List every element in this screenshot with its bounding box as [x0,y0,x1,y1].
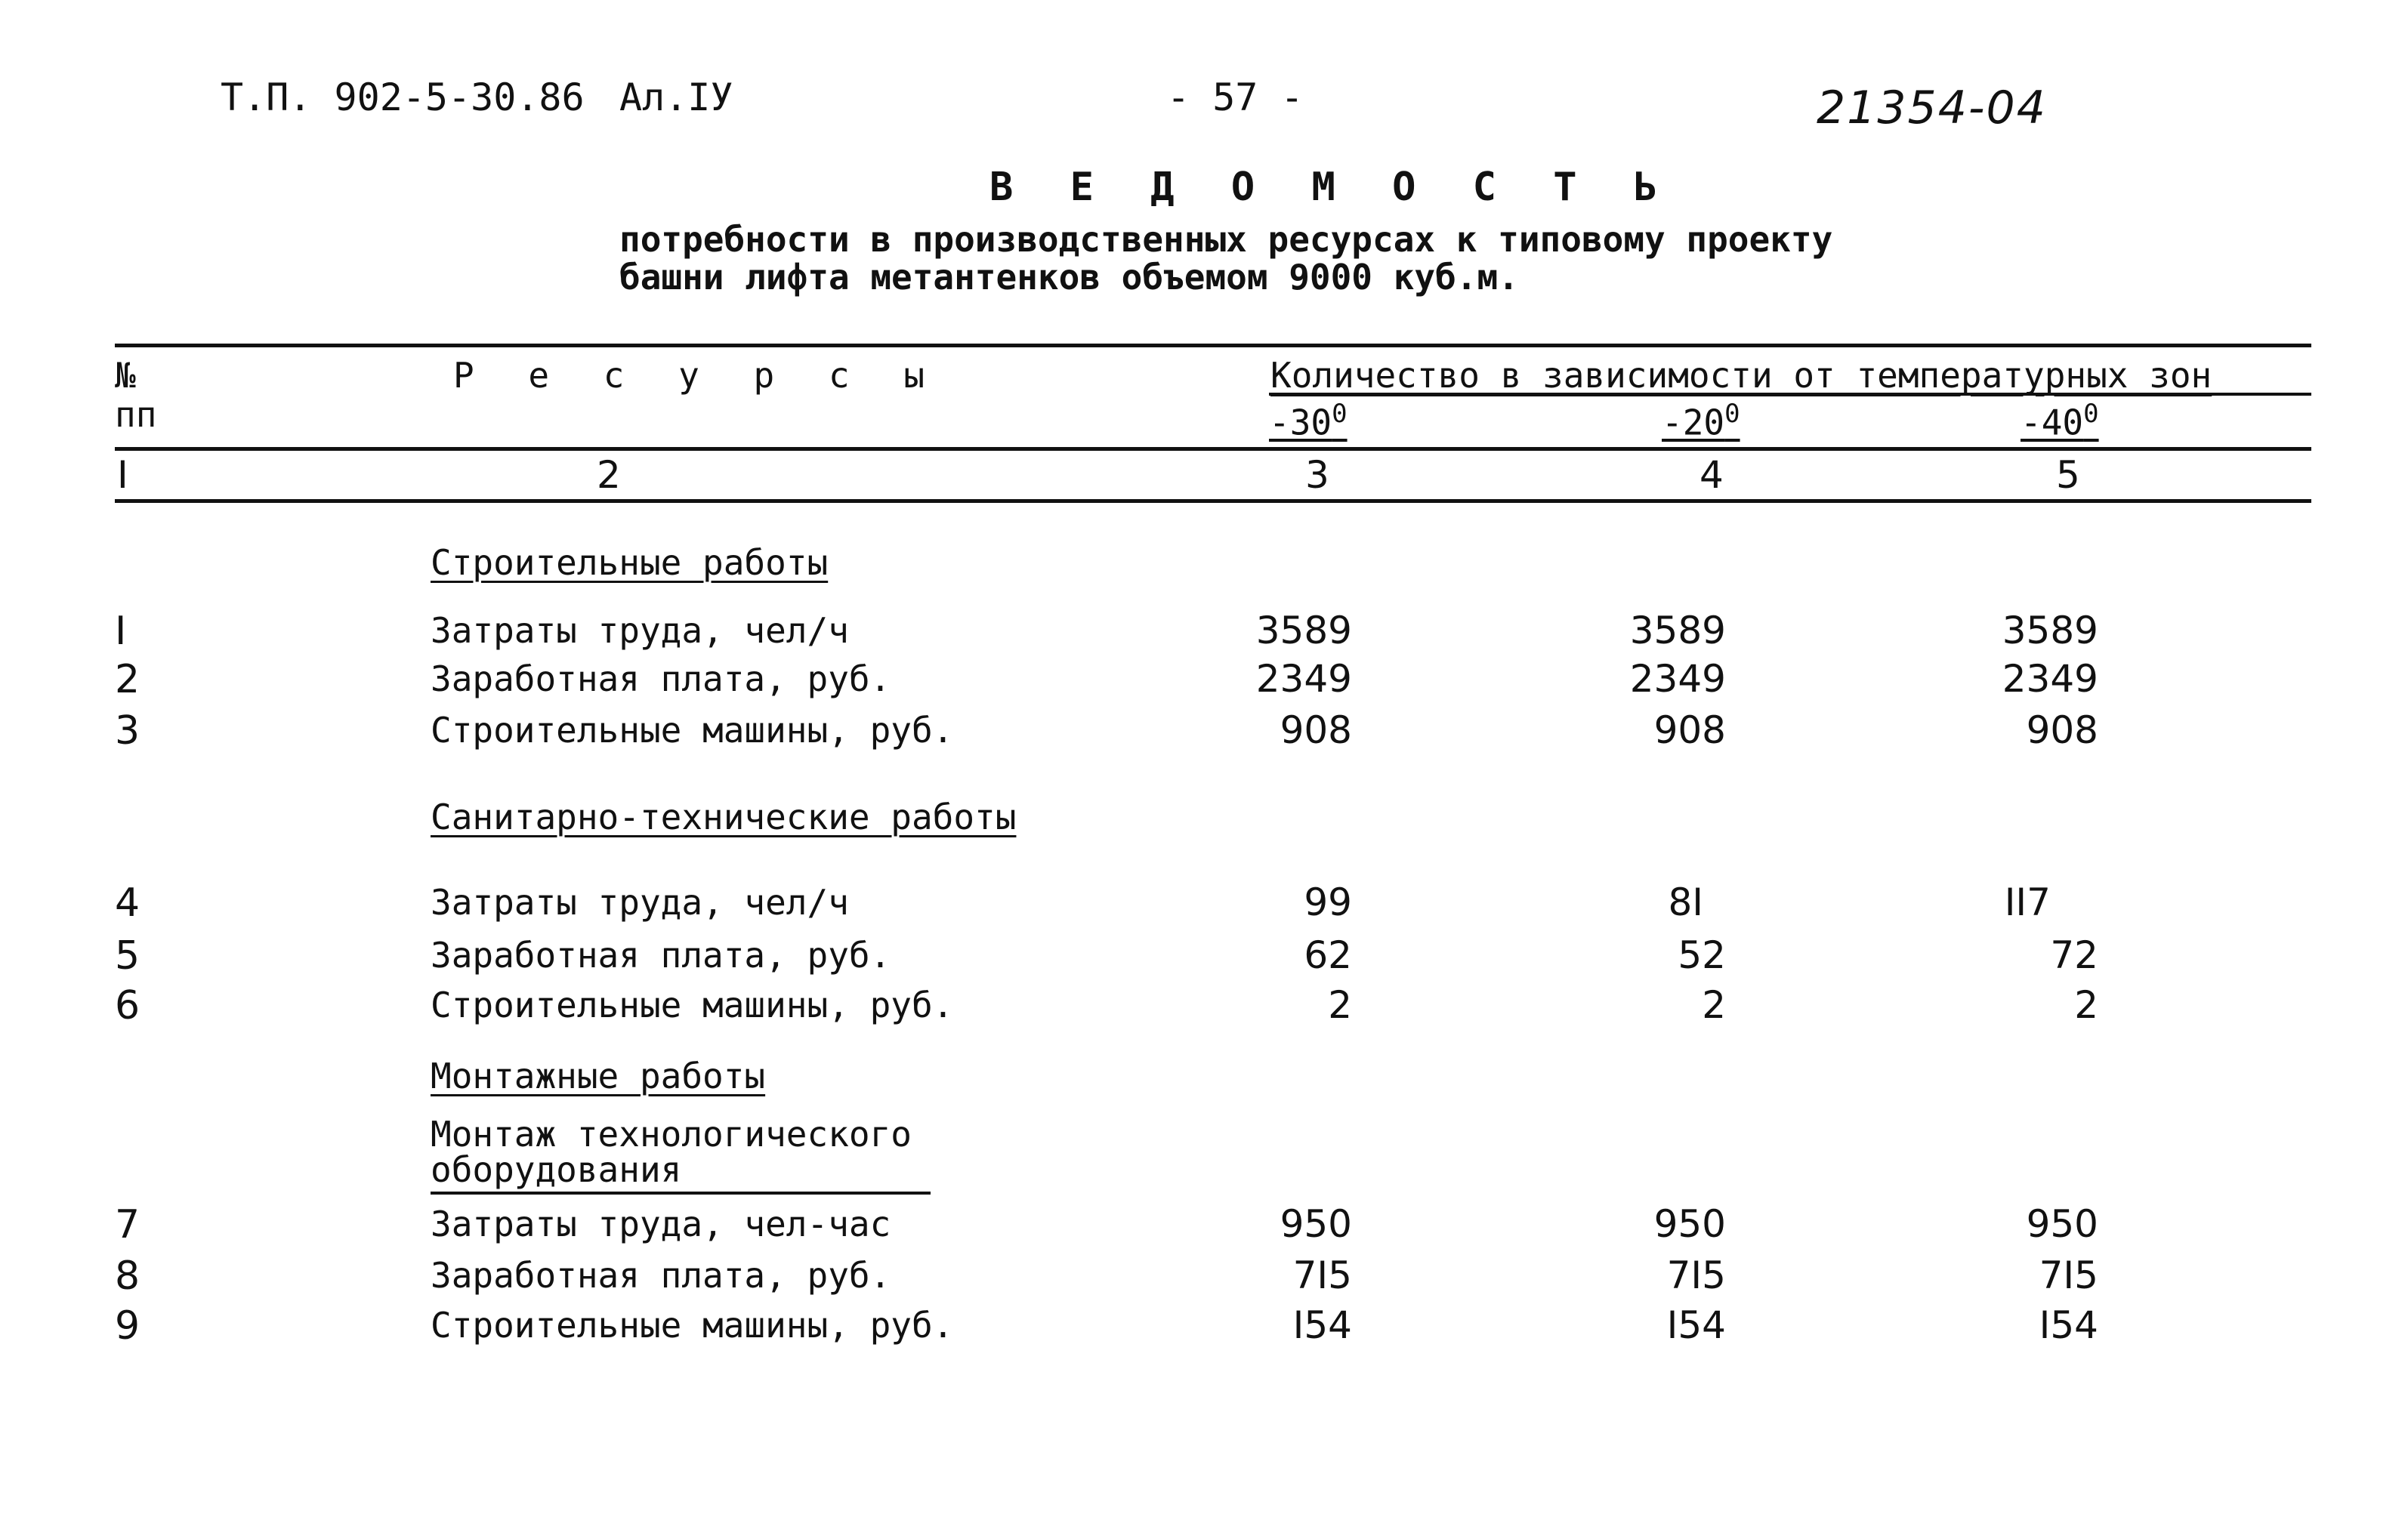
subtitle-line-1: потребности в производственных ресурсах к типовому проекту [619,219,1833,260]
number-column-header-2: пп [115,394,157,435]
row-value-zone-2: 8I [1668,880,1703,924]
row-value-zone-1: 62 [1304,933,1352,977]
table-top-rule [115,344,2311,347]
row-value-zone-2: 7I5 [1666,1253,1726,1297]
row-value-zone-3: 72 [2050,933,2098,977]
row-value-zone-1: I54 [1292,1303,1352,1347]
row-value-zone-3: 2349 [2002,657,2098,701]
row-value-zone-2: 908 [1653,708,1726,752]
row-label: Строительные машины, руб. [431,985,954,1025]
row-label: Затраты труда, чел/ч [431,610,849,651]
zone-header-3: $-40^0$ [2021,399,2099,443]
row-value-zone-1: 7I5 [1292,1253,1352,1297]
number-column-header: № [115,355,136,396]
row-number: I [115,609,127,654]
row-number: 7 [115,1202,140,1247]
row-value-zone-1: 2 [1328,983,1352,1027]
section-title: Монтажные работы [431,1056,766,1096]
quantity-column-header: Количество в зависимости от температурных зон [1270,355,2212,396]
row-value-zone-3: 3589 [2002,609,2098,652]
row-value-zone-2: 2 [1702,983,1726,1027]
column-number-5: 5 [2056,453,2080,497]
row-value-zone-3: 908 [2026,708,2098,752]
row-value-zone-1: 3589 [1255,609,1352,652]
row-value-zone-2: 950 [1653,1202,1726,1246]
row-value-zone-3: 7I5 [2039,1253,2098,1297]
subtitle-line-2: башни лифта метантенков объемом 9000 куб.м. [619,257,1519,298]
row-label: Затраты труда, чел/ч [431,882,849,923]
column-number-2: 2 [597,453,621,497]
subsection-title-line-1: Монтаж технологического [431,1114,912,1155]
row-value-zone-2: 3589 [1629,609,1726,652]
section-title: Строительные работы [431,542,829,583]
row-number: 8 [115,1253,140,1299]
row-value-zone-2: I54 [1666,1303,1726,1347]
subsection-underline [431,1192,931,1195]
row-number: 5 [115,933,140,979]
album-number: Ал.IУ [619,76,733,119]
header-bottom-rule [115,447,2311,451]
row-label: Строительные машины, руб. [431,710,954,751]
row-number: 4 [115,880,140,926]
document-title: В Е Д О М О С Т Ь [989,165,1675,210]
row-label: Заработная плата, руб. [431,1255,891,1296]
row-label: Заработная плата, руб. [431,658,891,699]
page-number: - 57 - [1167,76,1304,119]
resources-column-header: Р е с у р с ы [453,355,942,396]
column-number-1: I [117,453,128,497]
row-value-zone-1: 99 [1304,880,1352,924]
inventory-number: 21354-04 [1817,82,2047,134]
row-value-zone-3: 2 [2074,983,2098,1027]
row-value-zone-2: 2349 [1629,657,1726,701]
zone-header-1: $-30^0$ [1269,399,1348,443]
row-value-zone-3: I54 [2039,1303,2098,1347]
subsection-title-line-2: оборудования [431,1149,682,1190]
row-value-zone-2: 52 [1678,933,1726,977]
row-number: 3 [115,708,140,754]
column-number-4: 4 [1699,453,1724,497]
row-label: Заработная плата, руб. [431,935,891,976]
row-value-zone-1: 908 [1280,708,1352,752]
row-label: Строительные машины, руб. [431,1305,954,1346]
document-code: Т.П. 902-5-30.86 [221,76,585,119]
row-number: 9 [115,1303,140,1349]
zone-header-2: $-20^0$ [1662,399,1740,443]
row-value-zone-1: 2349 [1255,657,1352,701]
row-label: Затраты труда, чел-час [431,1204,891,1244]
row-number: 6 [115,983,140,1028]
row-value-zone-3: 950 [2026,1202,2098,1246]
column-numbers-rule [115,499,2311,503]
row-number: 2 [115,657,140,702]
row-value-zone-3: II7 [2004,880,2051,924]
column-number-3: 3 [1305,453,1329,497]
section-title: Санитарно-технические работы [431,797,1017,837]
row-value-zone-1: 950 [1280,1202,1352,1246]
